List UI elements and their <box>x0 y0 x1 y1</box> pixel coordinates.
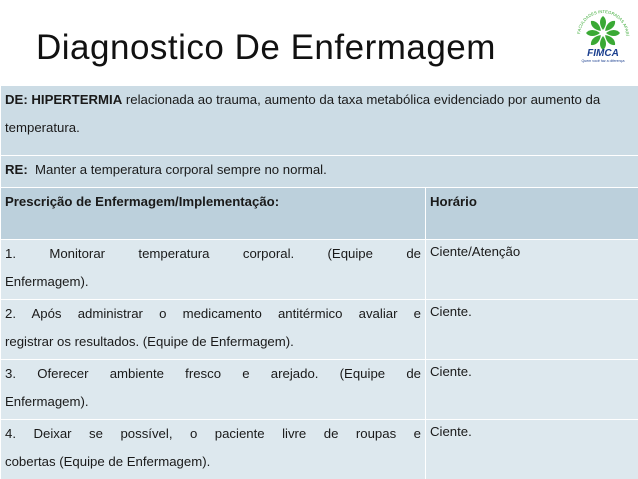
task-cell <box>1 360 426 420</box>
expected-result-text: Manter a temperatura corporal sempre no normal. <box>27 162 327 177</box>
slide-title: Diagnostico De Enfermagem <box>36 28 496 67</box>
svg-text:Quem você faz a diferença: Quem você faz a diferença <box>581 59 625 63</box>
time-cell: Ciente. <box>426 360 638 420</box>
table-header-row <box>1 188 638 240</box>
diagnosis-cell <box>1 86 638 156</box>
header-task: Prescrição de Enfermagem/Implementação: <box>1 188 426 240</box>
task-line-1: 1. Monitorar temperatura corporal. (Equipe de <box>5 246 421 261</box>
table-row <box>1 300 638 360</box>
svg-text:FIMCA: FIMCA <box>587 48 619 59</box>
task-line-1: 4. Deixar se possível, o paciente livre de roupas e <box>5 426 421 441</box>
task-line-2: Enfermagem). <box>5 274 89 289</box>
table-row <box>1 360 638 420</box>
expected-result-label: RE: <box>5 162 28 177</box>
nursing-care-table <box>0 85 638 479</box>
expected-result-row <box>1 156 638 188</box>
expected-result-cell <box>1 156 638 188</box>
task-line-1: 3. Oferecer ambiente fresco e arejado. (Equipe de <box>5 366 421 381</box>
diagnosis-label: DE: HIPERTERMIA <box>5 92 123 107</box>
task-line-2: registrar os resultados. (Equipe de Enfermagem). <box>5 334 294 349</box>
task-cell <box>1 420 426 479</box>
task-line-2: Enfermagem). <box>5 394 89 409</box>
header-time: Horário <box>426 188 638 240</box>
svg-text:FACULDADES INTEGRADAS APARÍCIO: FACULDADES INTEGRADAS APARÍ <box>576 8 631 36</box>
task-cell <box>1 300 426 360</box>
diagnosis-row <box>1 86 638 156</box>
table-row <box>1 240 638 300</box>
table-row <box>1 420 638 479</box>
time-cell: Ciente. <box>426 420 638 479</box>
task-line-1: 2. Após administrar o medicamento antitérmico avaliar e <box>5 306 421 321</box>
time-cell: Ciente. <box>426 300 638 360</box>
time-cell: Ciente/Atenção <box>426 240 638 300</box>
task-line-2: cobertas (Equipe de Enfermagem). <box>5 454 211 469</box>
diagnosis-text: relacionada ao trauma, aumento da taxa metabólica evidenciado por aumento da temperatura. <box>5 92 601 135</box>
fimca-logo <box>568 0 638 64</box>
task-cell <box>1 240 426 300</box>
